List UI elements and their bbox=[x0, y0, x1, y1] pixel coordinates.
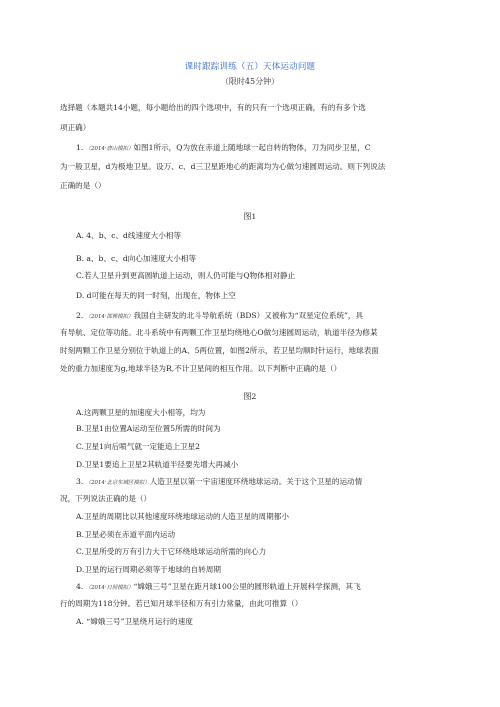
q3-option-d: D.卫星的运行周期必须等于地球的自转周期 bbox=[76, 565, 221, 574]
q1-option-d: D. d可能在每天的同一时刻，出现在，物体上空 bbox=[76, 291, 236, 300]
q1-line-3: 正确的是（） bbox=[60, 181, 106, 190]
time-limit: （限时45分钟） bbox=[220, 77, 280, 86]
q3-option-a: A.卫星的周期比以其他速度环绕地球运动的人造卫星的周期都小 bbox=[76, 512, 289, 521]
q1-source: （2014·唐山模拟） bbox=[85, 146, 134, 152]
q1-text-1: 如图1所示，Q为放在赤道上随地球一起自转的物体，刀为同步卫星，C bbox=[133, 143, 371, 152]
q1-option-b: B. a、b、c、d向心加速度大小相等 bbox=[76, 254, 197, 263]
q2-line-1 bbox=[76, 311, 452, 322]
q3-source: （2014·北京东城区模拟） bbox=[85, 480, 150, 486]
q2-text-1: 我国自主研发的北斗导航系统（BDS）又被称为“双星定位系统”，具 bbox=[133, 311, 364, 320]
q2-source: （2014·邯郸模拟） bbox=[85, 314, 134, 320]
figure-2-label: 图2 bbox=[243, 392, 257, 401]
q2-line-2: 有导航、定位等功能。北斗系统中有两颗工作卫星均绕地心O做匀速圆周运动，轨道半径为修某 bbox=[60, 328, 378, 337]
q3-option-c: C.卫星所受的万有引力大于它环绕地球运动所需的向心力 bbox=[76, 547, 267, 556]
q2-option-a: A.这两颗卫星的加速度大小相等，均为 bbox=[76, 408, 206, 417]
q4-text-1: “嫦娥三号”卫星在距月球100公里的圆形轨道上开展科学探测，其飞 bbox=[133, 582, 361, 591]
q2-line-4: 处的重力加速度为g,地球半径为R,不计卫星间的相互作用。以下判断中正确的是（） bbox=[60, 364, 342, 373]
q4-source: （2014·日照模拟） bbox=[85, 585, 134, 591]
q3-line-2: 况，下列说法正确的是（） bbox=[60, 494, 152, 503]
q3-line-1 bbox=[76, 477, 452, 488]
q1-option-c: C.若人卫星升到更高圆轨道上运动，则人仍可能与Q物体相对静止 bbox=[76, 271, 296, 280]
q4-line-2: 行的周期为118分钟。若已知月球半径和万有引力常量，由此可推算（） bbox=[60, 599, 303, 608]
intro-line-1: 选择题（本题共14小题，每小题给出的四个选项中，有的只有一个选项正确，有的有多个选 bbox=[60, 103, 366, 112]
q1-line-1 bbox=[76, 143, 452, 154]
q1-line-2: 为一般卫星，d为极地卫星。设万、c、d三卫星距地心的距离均为心做匀速圆周运动。则下列说法 bbox=[60, 162, 386, 171]
q2-line-3: 时刻两颗工作卫星分别位于轨道上的A、5两位置，如图2所示，若卫星均顺时针运行，地球表面 bbox=[60, 346, 379, 355]
q4-option-a: A. “嫦娥三号”卫星绕月运行的速度 bbox=[76, 617, 193, 626]
q3-option-b: B.卫星必须在赤道平面内运动 bbox=[76, 530, 176, 539]
q2-option-b: B.卫星1由位置A运动至位置5所需的时间为 bbox=[76, 424, 221, 433]
document-title: 课时跟踪训练（五）天体运动问题 bbox=[184, 62, 316, 72]
q2-number: 2. bbox=[76, 311, 84, 320]
q2-option-c: C.卫星1向后喷气就一定能追上卫星2 bbox=[76, 442, 200, 451]
q4-line-1 bbox=[76, 582, 452, 593]
q1-number: 1. bbox=[76, 143, 84, 152]
q3-number: 3. bbox=[76, 477, 84, 486]
q1-option-a: A. 4、b、c、d线速度大小相等 bbox=[76, 231, 182, 240]
q4-number: 4. bbox=[76, 582, 84, 591]
q2-option-d: D.卫星1要追上卫星2其轨道半径要先增大再减小 bbox=[76, 460, 239, 469]
figure-1-label: 图1 bbox=[243, 212, 257, 221]
q3-text-1: 人造卫星以第一宇宙速度环绕地球运动。关于这个卫星的运动情 bbox=[149, 477, 363, 486]
intro-line-2: 项正确） bbox=[60, 123, 91, 132]
